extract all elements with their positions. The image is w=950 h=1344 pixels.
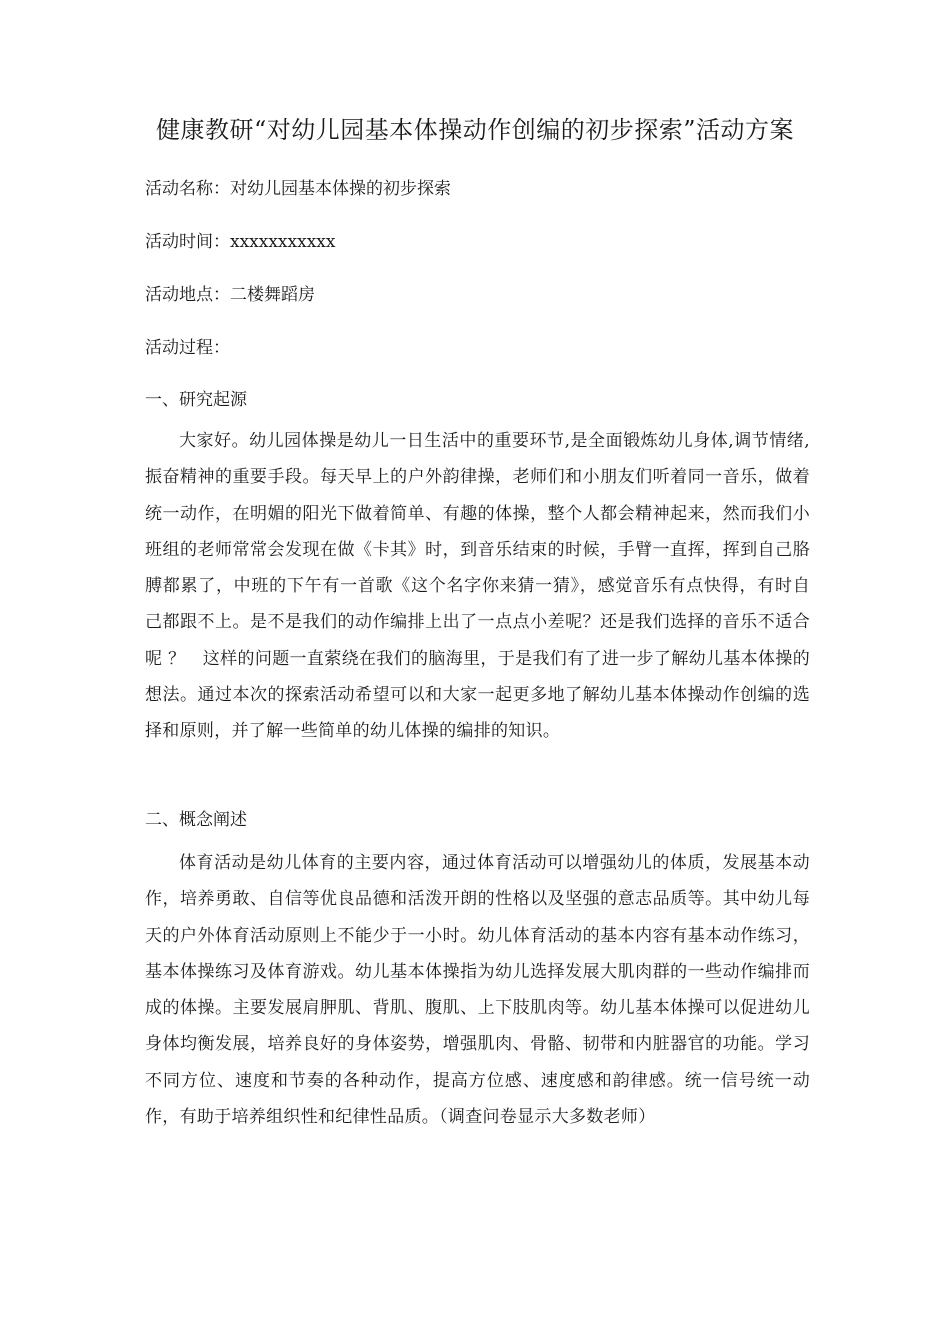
activity-name: 活动名称：对幼儿园基本体操的初步探索 <box>145 179 451 199</box>
activity-process-label: 活动过程： <box>145 338 230 358</box>
paragraph-origin: 大家好。幼儿园体操是幼儿一日生活中的重要环节,是全面锻炼幼儿身体,调节情绪,振奋精神的重要手段。每天早上的户外韵律操，老师们和小朋友们听着同一音乐，做着统一动作，在明媚的阳光下做着简单、有趣的体操，整个人都会精神起来，然而我们小班组的老师常常会发现在做《卡其》时，到音乐结束的时候，手臂一直挥，挥到自己胳膊都累了，中班的下午有一首歌《这个名字你来猜一猜》，感觉音乐有点快得，有时自己都跟不上。是不是我们的动作编排上出了一点点小差呢？还是我们选择的音乐不适合呢 ？ 这样的问题一直萦绕在我们的脑海里，于是我们有了进一步了解幼儿基本体操的想法。通过本次的探索活动希望可以和大家一起更多地了解幼儿基本体操动作创编的选择和原则，并了解一些简单的幼儿体操的编排的知识。 <box>145 431 810 742</box>
section-heading-concept: 二、概念阐述 <box>145 810 247 830</box>
activity-time: 活动时间：xxxxxxxxxxx <box>145 232 336 252</box>
section-heading-origin: 一、研究起源 <box>145 390 247 410</box>
paragraph-concept: 体育活动是幼儿体育的主要内容，通过体育活动可以增强幼儿的体质，发展基本动作，培养勇敢、自信等优良品德和活泼开朗的性格以及坚强的意志品质等。其中幼儿每天的户外体育活动原则上不能少于一小时。幼儿体育活动的基本内容有基本动作练习，基本体操练习及体育游戏。幼儿基本体操指为幼儿选择发展大肌肉群的一些动作编排而成的体操。主要发展肩胛肌、背肌、腹肌、上下肢肌肉等。幼儿基本体操可以促进幼儿身体均衡发展，培养良好的身体姿势，增强肌肉、骨骼、韧带和内脏器官的功能。学习不同方位、速度和节奏的各种动作，提高方位感、速度感和韵律感。统一信号统一动作，有助于培养组织性和纪律性品质。（调查问卷显示大多数老师） <box>145 853 810 1128</box>
activity-place: 活动地点：二楼舞蹈房 <box>145 285 315 305</box>
document-title: 健康教研“对幼儿园基本体操动作创编的初步探索”活动方案 <box>155 116 795 144</box>
